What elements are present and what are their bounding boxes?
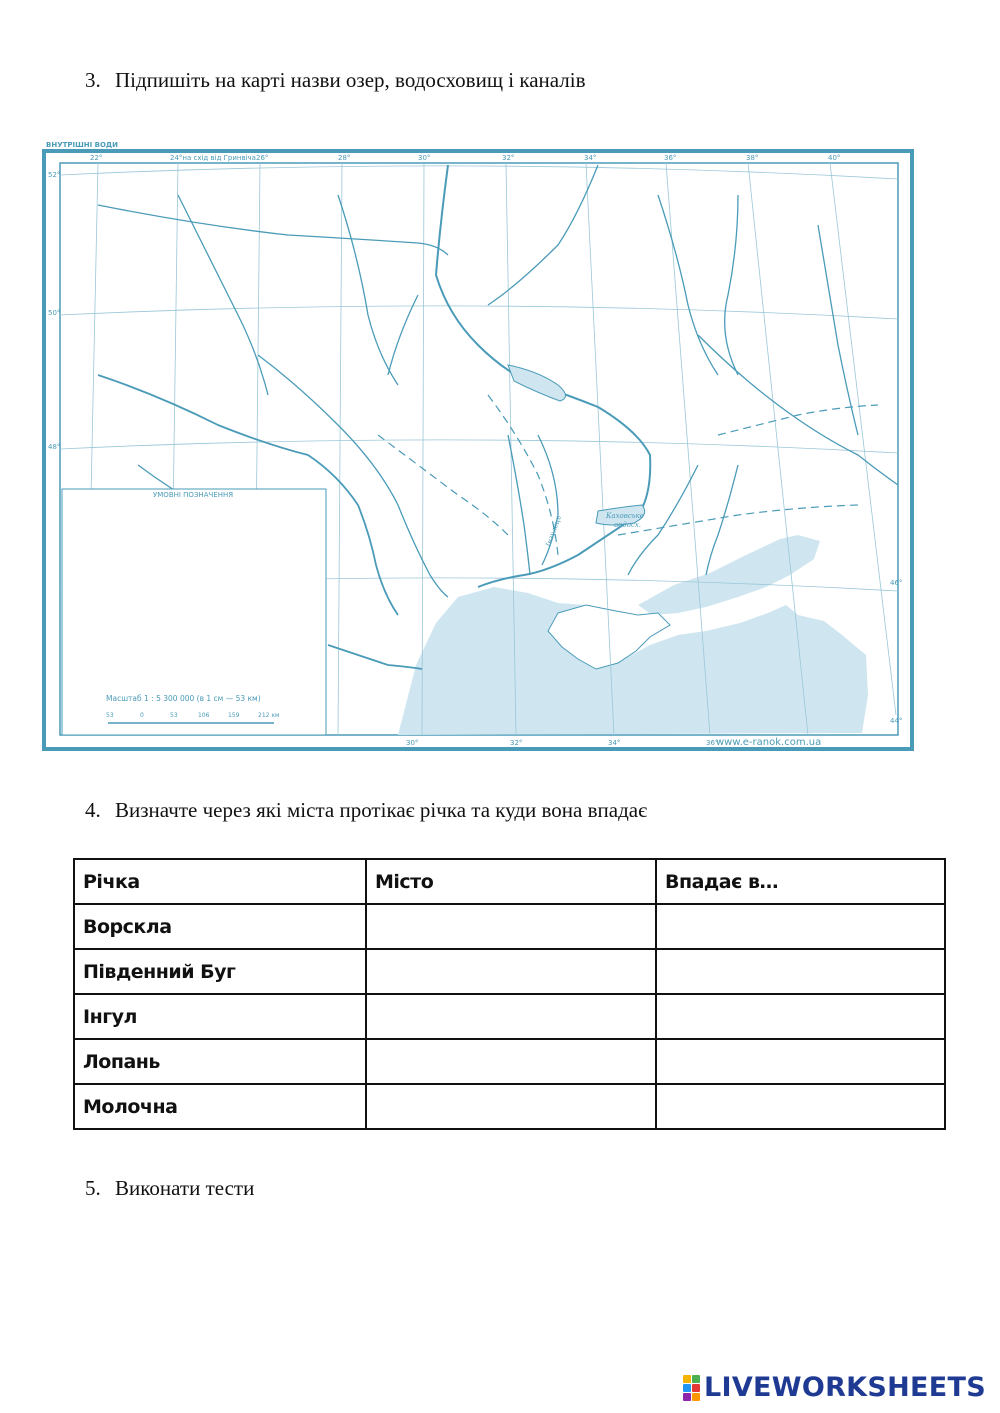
meridian-label: 30° bbox=[418, 154, 431, 162]
table-row bbox=[74, 1084, 945, 1129]
reservoir-label: Каховське bbox=[606, 512, 644, 520]
river-name: Лопань bbox=[74, 1039, 366, 1084]
scale-tick: 212 км bbox=[258, 712, 280, 719]
meridian-label: 28° bbox=[338, 154, 351, 162]
meridian-label: 34° bbox=[584, 154, 597, 162]
task-3 bbox=[85, 68, 586, 93]
river-name: Інгул bbox=[74, 994, 366, 1039]
task-3-text: Підпишіть на карті назви озер, водосховищ і каналів bbox=[115, 68, 586, 92]
table-row bbox=[74, 1039, 945, 1084]
mouth-answer-cell[interactable] bbox=[656, 994, 945, 1039]
meridian-label: 26° bbox=[256, 154, 269, 162]
rivers-table bbox=[73, 858, 946, 1130]
parallel-label: 52° bbox=[48, 171, 61, 179]
legend-title: УМОВНІ ПОЗНАЧЕННЯ bbox=[153, 491, 234, 499]
task-5 bbox=[85, 1176, 254, 1201]
meridian-label: 22° bbox=[90, 154, 103, 162]
city-answer-cell[interactable] bbox=[366, 1039, 656, 1084]
table-row bbox=[74, 994, 945, 1039]
city-answer-cell[interactable] bbox=[366, 994, 656, 1039]
parallel-label: 46° bbox=[890, 579, 903, 587]
mouth-answer-cell[interactable] bbox=[656, 904, 945, 949]
header-city: Місто bbox=[366, 859, 656, 904]
logo-text: LIVEWORKSHEETS bbox=[703, 1372, 986, 1403]
meridian-label: 30° bbox=[406, 739, 419, 747]
scale-tick: 106 bbox=[198, 712, 210, 719]
task-3-number: 3. bbox=[85, 68, 101, 92]
city-answer-cell[interactable] bbox=[366, 904, 656, 949]
map-header: ВНУТРІШНІ ВОДИ bbox=[46, 141, 119, 149]
mouth-answer-cell[interactable] bbox=[656, 1039, 945, 1084]
meridian-label: 40° bbox=[828, 154, 841, 162]
meridian-label: 38° bbox=[746, 154, 759, 162]
mouth-answer-cell[interactable] bbox=[656, 949, 945, 994]
map-scale-text: Масштаб 1 : 5 300 000 (в 1 см — 53 км) bbox=[106, 694, 261, 703]
meridian-label: 36° bbox=[706, 739, 719, 747]
scale-tick: 53 bbox=[106, 712, 114, 719]
river-name: Ворскла bbox=[74, 904, 366, 949]
contour-map-inland-waters bbox=[38, 135, 918, 755]
river-name: Південний Буг bbox=[74, 949, 366, 994]
header-river: Річка bbox=[74, 859, 366, 904]
reservoir-label: водосх. bbox=[614, 521, 642, 529]
table-row bbox=[74, 904, 945, 949]
city-answer-cell[interactable] bbox=[366, 1084, 656, 1129]
mouth-answer-cell[interactable] bbox=[656, 1084, 945, 1129]
scale-tick: 53 bbox=[170, 712, 178, 719]
meridian-label: 34° bbox=[608, 739, 621, 747]
map-watermark: www.e-ranok.com.ua bbox=[716, 737, 822, 748]
table-row bbox=[74, 949, 945, 994]
scale-tick: 0 bbox=[140, 712, 144, 719]
liveworksheets-logo bbox=[683, 1372, 986, 1403]
task-4-text: Визначте через які міста протікає річка та куди вона впадає bbox=[115, 798, 648, 822]
task-5-number: 5. bbox=[85, 1176, 101, 1200]
meridian-label: 24°на схід від Гринвіча bbox=[170, 154, 256, 162]
scale-tick: 159 bbox=[228, 712, 240, 719]
river-name: Молочна bbox=[74, 1084, 366, 1129]
task-4 bbox=[85, 798, 647, 823]
task-4-number: 4. bbox=[85, 798, 101, 822]
meridian-label: 32° bbox=[502, 154, 515, 162]
river-label-inhulets: Інгулець bbox=[544, 514, 563, 548]
header-mouth: Впадає в… bbox=[656, 859, 945, 904]
meridian-label: 32° bbox=[510, 739, 523, 747]
parallel-label: 48° bbox=[48, 443, 61, 451]
logo-icon bbox=[683, 1375, 700, 1401]
parallel-label: 50° bbox=[48, 309, 61, 317]
table-header-row bbox=[74, 859, 945, 904]
parallel-label: 44° bbox=[890, 717, 903, 725]
task-5-text: Виконати тести bbox=[115, 1176, 255, 1200]
meridian-label: 36° bbox=[664, 154, 677, 162]
city-answer-cell[interactable] bbox=[366, 949, 656, 994]
